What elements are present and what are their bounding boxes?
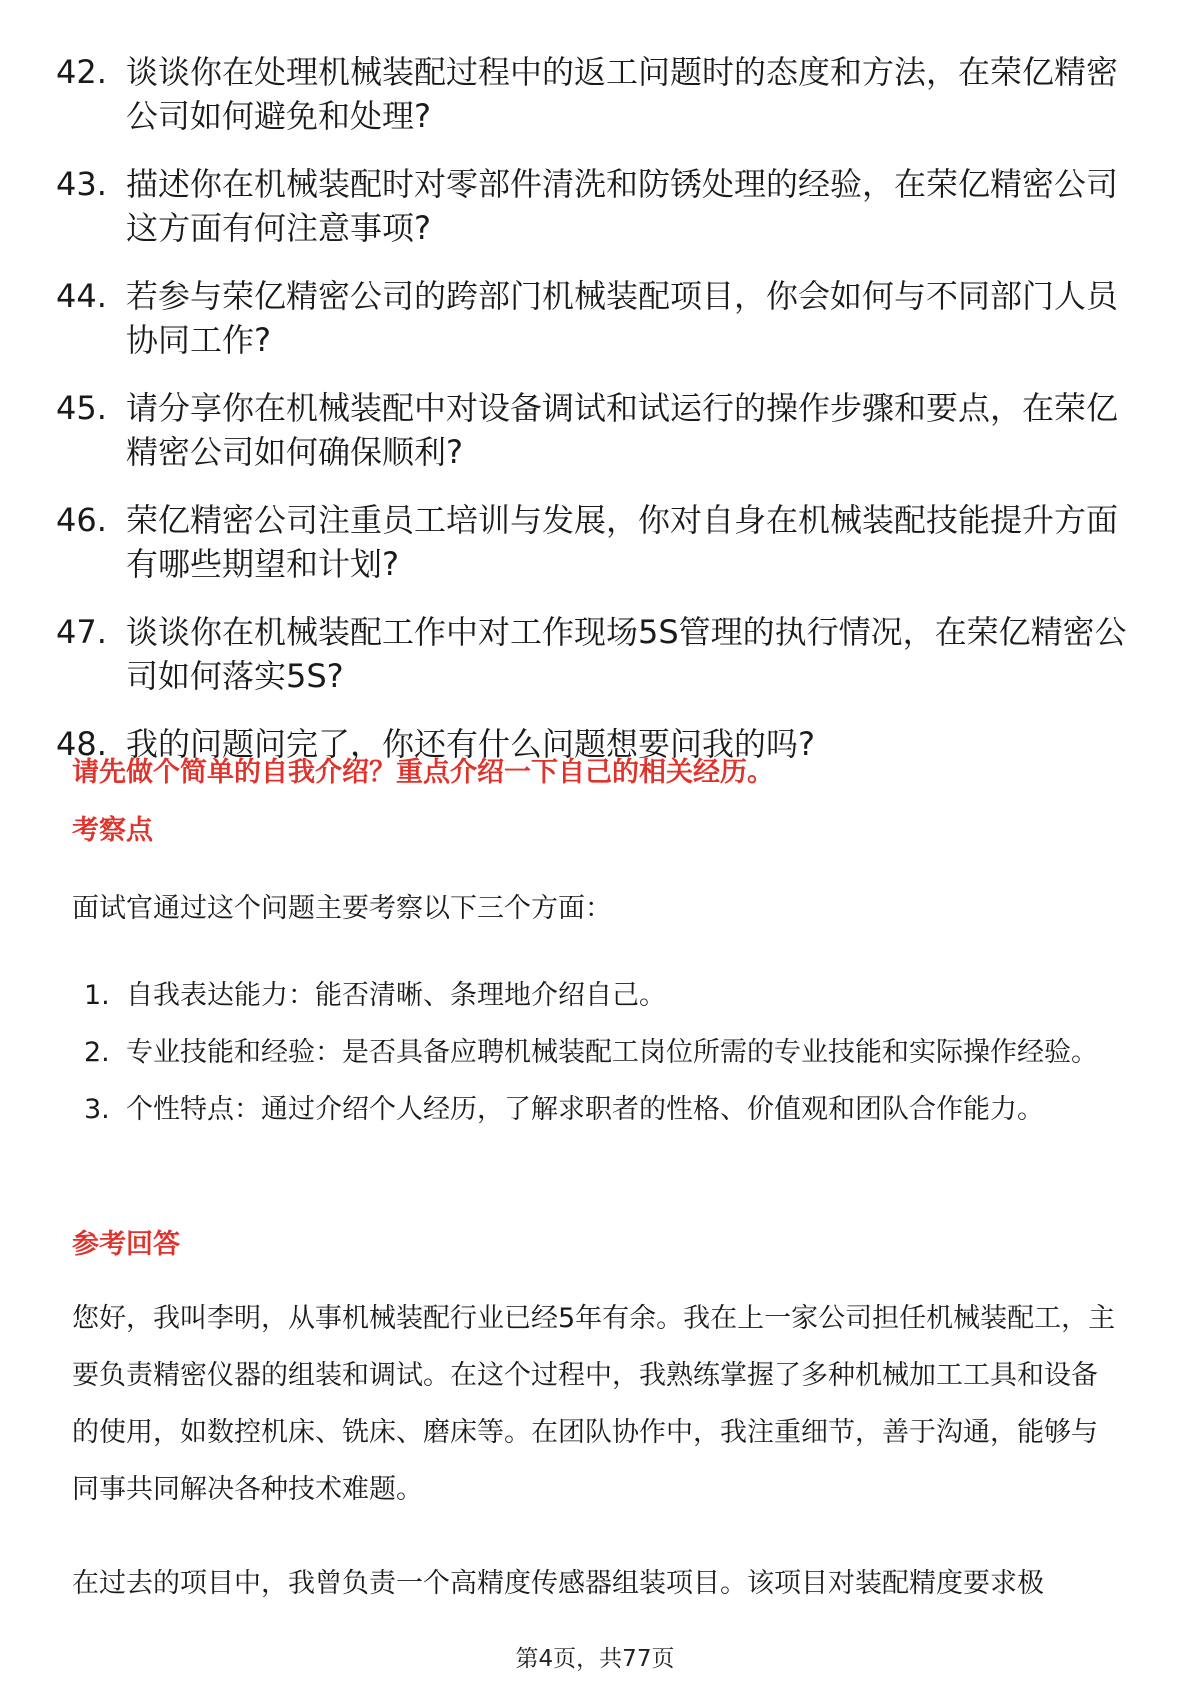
question-text: 荣亿精密公司注重员工培训与发展，你对自身在机械装配技能提升方面有哪些期望和计划? (126, 501, 1119, 583)
point-number: 2. (84, 1037, 110, 1068)
point-text: 专业技能和经验：是否具备应聘机械装配工岗位所需的专业技能和实际操作经验。 (126, 1037, 1098, 1068)
question-item (56, 386, 1136, 474)
question-item (56, 274, 1136, 362)
question-item (56, 50, 1136, 138)
question-text: 请分享你在机械装配中对设备调试和试运行的操作步骤和要点，在荣亿精密公司如何确保顺利? (126, 389, 1119, 471)
question-number: 46. (56, 501, 107, 539)
assessment-point (84, 1081, 1124, 1138)
answer-paragraph: 在过去的项目中，我曾负责一个高精度传感器组装项目。该项目对装配精度要求极 (72, 1568, 1044, 1599)
question-number: 48. (56, 725, 107, 763)
question-item (56, 610, 1136, 698)
reference-answer-heading: 参考回答 (72, 1229, 180, 1260)
assessment-point (84, 1024, 1124, 1081)
page-footer: 第4页，共77页 (515, 1646, 675, 1672)
question-number: 45. (56, 389, 107, 427)
question-item (56, 162, 1136, 250)
question-text: 若参与荣亿精密公司的跨部门机械装配项目，你会如何与不同部门人员协同工作? (126, 277, 1119, 359)
question-number: 47. (56, 613, 107, 651)
question-number: 42. (56, 53, 107, 91)
question-text: 谈谈你在处理机械装配过程中的返工问题时的态度和方法，在荣亿精密公司如何避免和处理? (126, 53, 1119, 135)
point-number: 3. (84, 1094, 110, 1125)
answer-paragraph: 您好，我叫李明，从事机械装配行业已经5年有余。我在上一家公司担任机械装配工，主要负责精密仪器的组装和调试。在这个过程中，我熟练掌握了多种机械加工工具和设备的使用，如数控机床、铣床、磨床等。在团队协作中，我注重细节，善于沟通，能够与同事共同解决各种技术难题。 (72, 1303, 1116, 1505)
assessment-point (84, 967, 1124, 1024)
question-list (56, 50, 1136, 790)
question-text: 我的问题问完了，你还有什么问题想要问我的吗? (126, 725, 815, 763)
assessment-point-list (84, 967, 1124, 1138)
question-number: 44. (56, 277, 107, 315)
point-text: 自我表达能力：能否清晰、条理地介绍自己。 (126, 980, 666, 1011)
question-text: 描述你在机械装配时对零部件清洗和防锈处理的经验，在荣亿精密公司这方面有何注意事项? (126, 165, 1119, 247)
featured-question-heading: 请先做个简单的自我介绍？重点介绍一下自己的相关经历。 (72, 757, 774, 788)
point-number: 1. (84, 980, 110, 1011)
question-item (56, 498, 1136, 586)
assessment-points-heading: 考察点 (72, 815, 153, 846)
question-text: 谈谈你在机械装配工作中对工作现场5S管理的执行情况，在荣亿精密公司如何落实5S? (126, 613, 1127, 695)
assessment-intro: 面试官通过这个问题主要考察以下三个方面： (72, 893, 612, 924)
point-text: 个性特点：通过介绍个人经历，了解求职者的性格、价值观和团队合作能力。 (126, 1094, 1044, 1125)
question-number: 43. (56, 165, 107, 203)
